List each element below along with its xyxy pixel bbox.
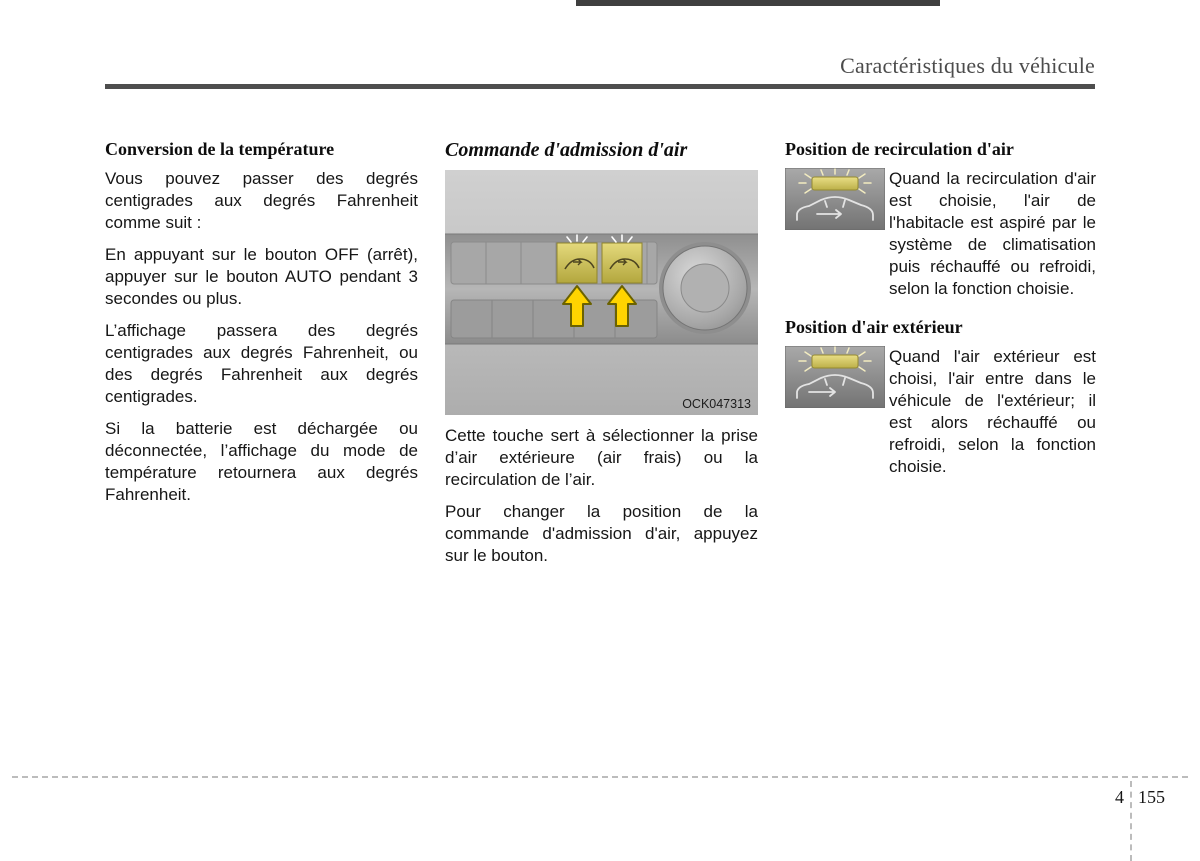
rotary-knob bbox=[659, 242, 751, 334]
body-paragraph: Cette touche sert à sélectionner la prise d’air extérieure (air frais) ou la recirculation de l’air. bbox=[445, 426, 758, 489]
body-paragraph: En appuyant sur le bouton OFF (arrêt), appuyer sur le bouton AUTO pendant 3 secondes ou plus. bbox=[105, 245, 418, 308]
footer-dashed-separator bbox=[1130, 781, 1132, 861]
body-paragraph: Vous pouvez passer des degrés centigrades aux degrés Fahrenheit comme suit : bbox=[105, 169, 418, 232]
exterior-air-button-image bbox=[785, 346, 885, 408]
section-heading: Conversion de la température bbox=[105, 139, 335, 159]
exterior-air-block bbox=[785, 346, 1096, 478]
recirculation-button-image bbox=[785, 168, 885, 230]
air-intake-control-photo bbox=[445, 170, 758, 415]
recirculation-button-highlighted bbox=[557, 243, 597, 283]
temperature-conversion-section bbox=[105, 138, 418, 516]
footer-chapter-number: 4 bbox=[1115, 787, 1124, 807]
photo-caption: OCK047313 bbox=[682, 397, 751, 411]
air-position-section bbox=[785, 138, 1096, 494]
page-title: Caractéristiques du véhicule bbox=[840, 53, 1095, 78]
body-paragraph: L’affichage passera des degrés centigrades aux degrés Fahrenheit, ou des degrés Fahrenheit aux degrés centigrades. bbox=[105, 321, 418, 406]
section-text: Quand l'air extérieur est choisi, l'air entre dans le véhicule de l'extérieur; il est alors réchauffé ou refroidi, selon la fonction choisie. bbox=[889, 347, 1096, 476]
footer-dashed-rule bbox=[12, 776, 1188, 778]
recirculation-block bbox=[785, 168, 1096, 300]
air-intake-section bbox=[445, 138, 758, 577]
section-text: Quand la recirculation d'air est choisie, l'air de l'habitacle est aspiré par le système de climatisation puis réchauffé ou refroidi, selon la fonction choisie. bbox=[889, 169, 1096, 298]
scan-artifact-bar bbox=[576, 0, 940, 6]
body-paragraph: Pour changer la position de la commande d'admission d'air, appuyez sur le bouton. bbox=[445, 502, 758, 565]
exterior-air-button-highlighted bbox=[602, 243, 642, 283]
section-heading: Commande d'admission d'air bbox=[445, 139, 688, 161]
header-rule bbox=[105, 84, 1095, 89]
footer-page-number: 155 bbox=[1138, 787, 1165, 807]
body-paragraph: Si la batterie est déchargée ou déconnectée, l’affichage du mode de température retournera aux degrés Fahrenheit. bbox=[105, 419, 418, 504]
section-heading: Position d'air extérieur bbox=[785, 317, 963, 337]
section-heading: Position de recirculation d'air bbox=[785, 139, 1014, 159]
